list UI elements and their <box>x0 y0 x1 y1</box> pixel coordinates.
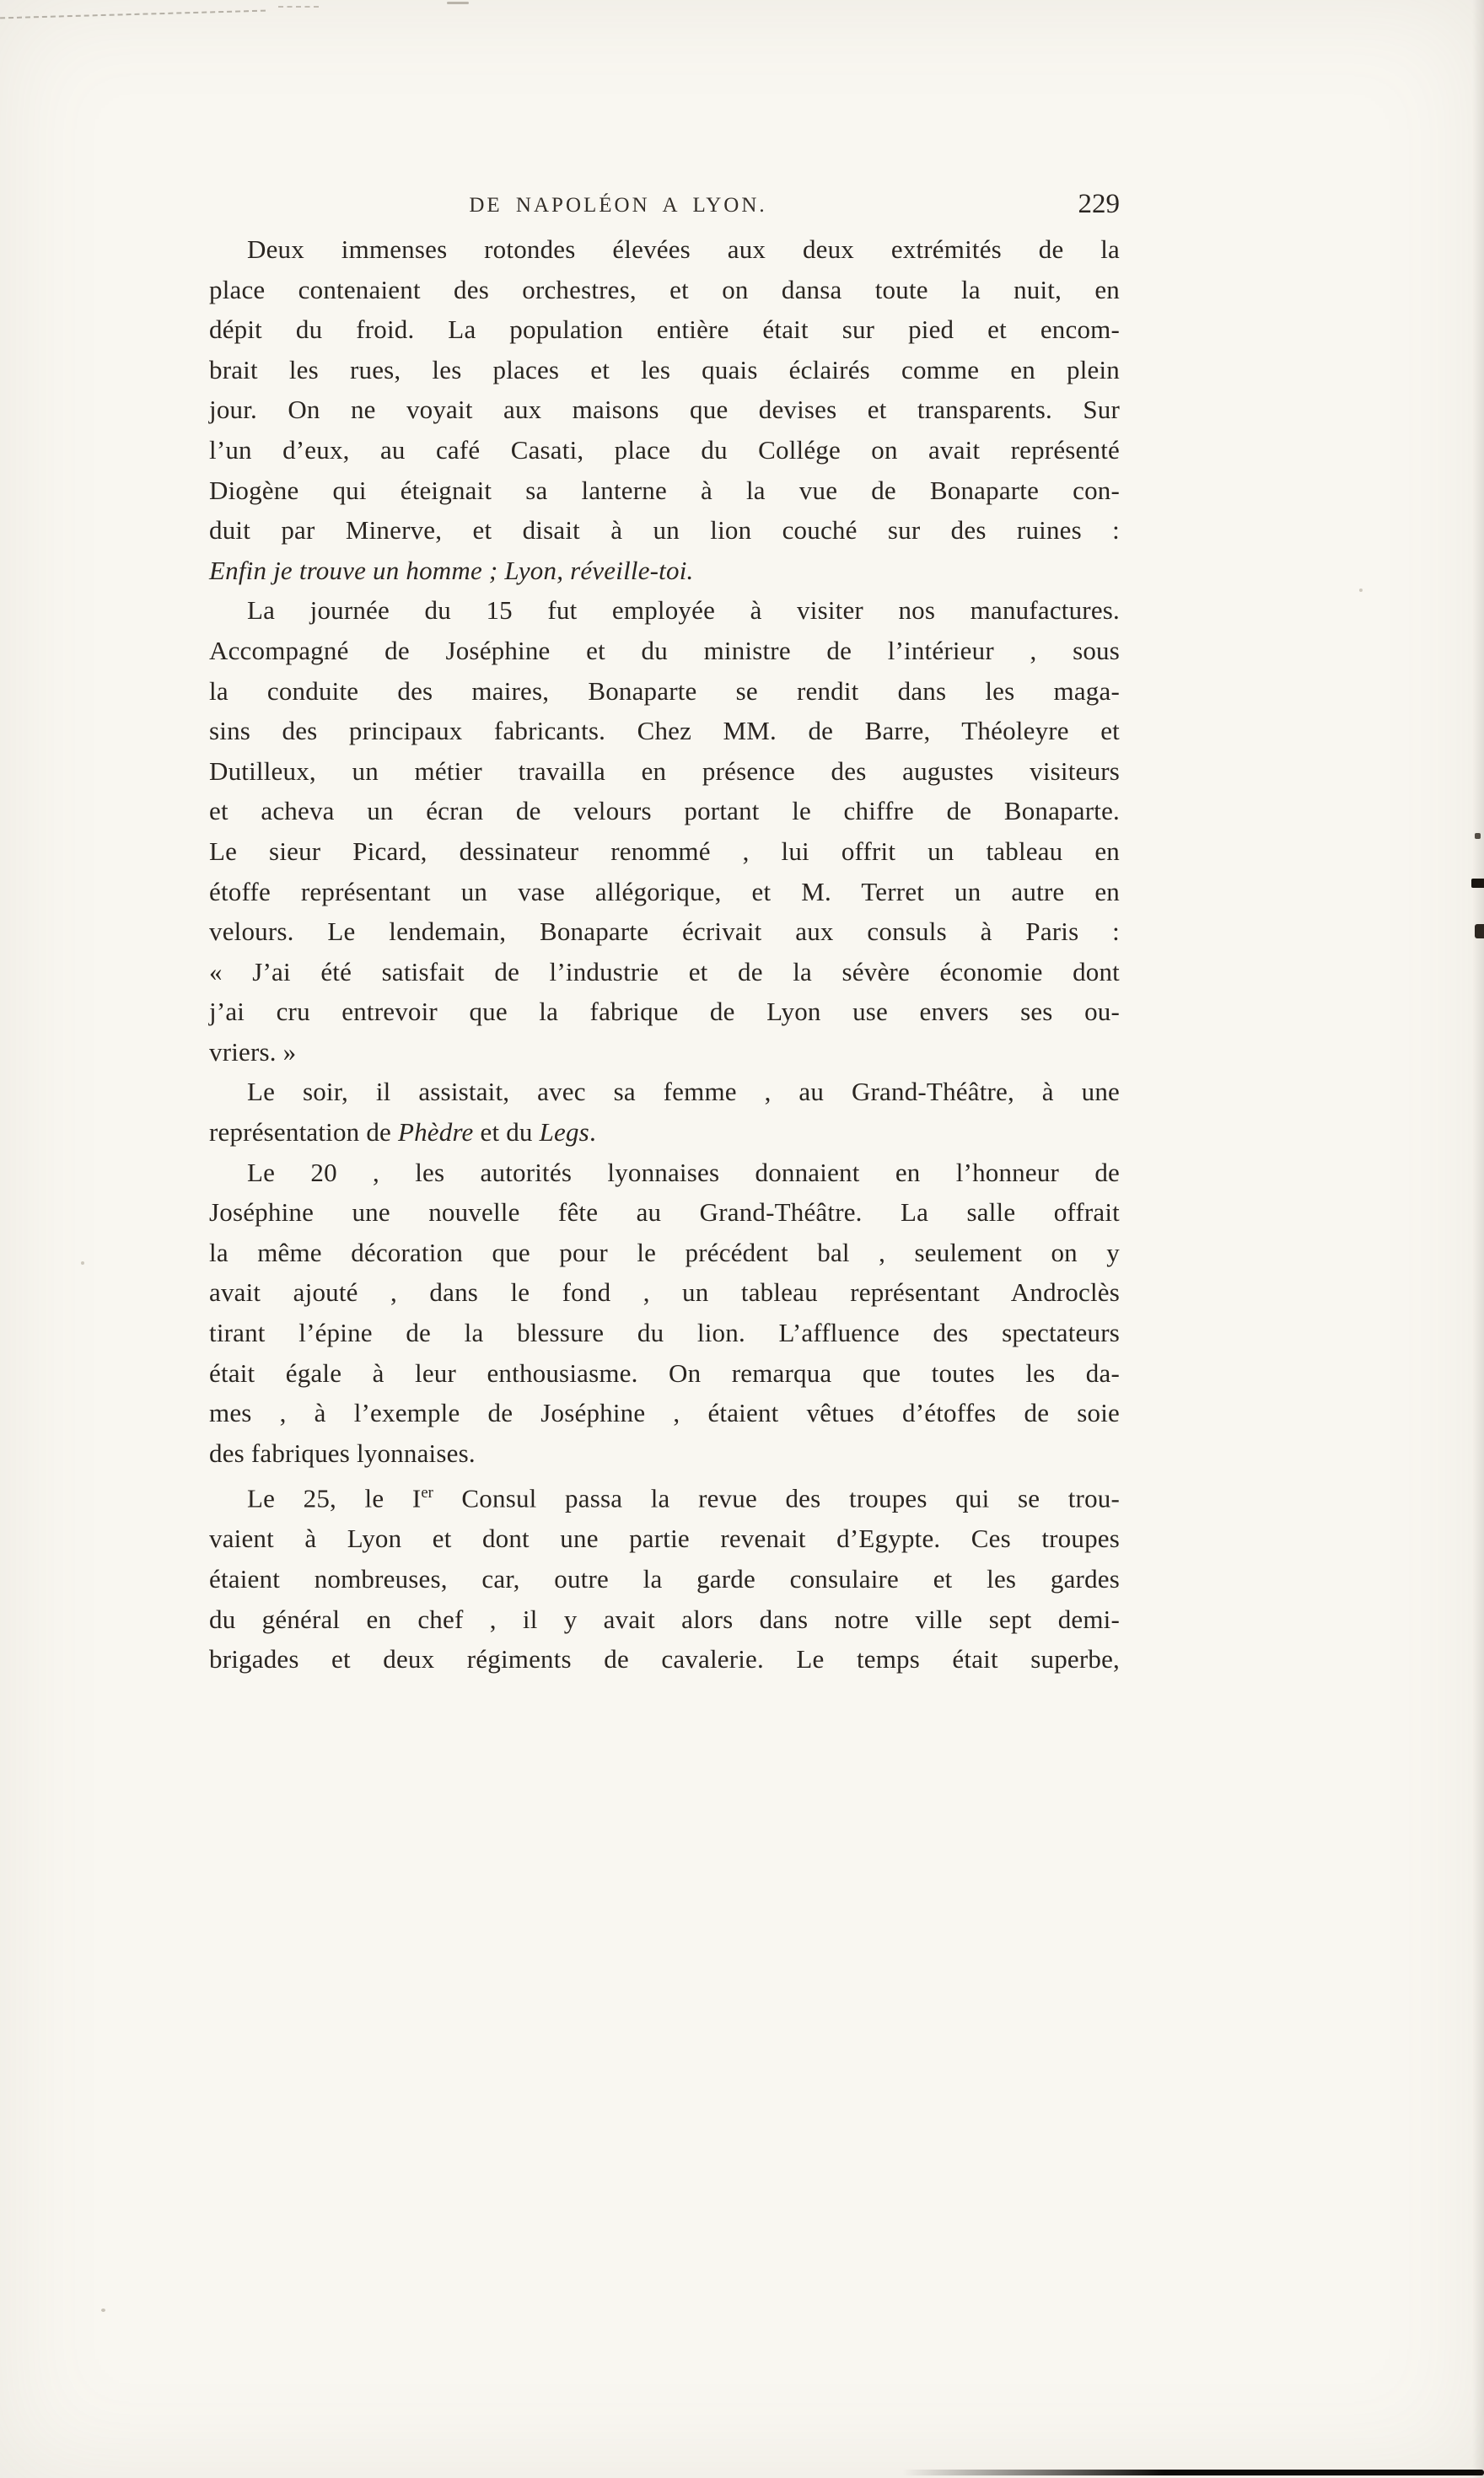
body-line <box>209 1353 1120 1394</box>
body-line <box>209 430 1120 470</box>
text-segment: brigades et deux régiments de cavalerie. Le temps était superbe, <box>209 1644 1120 1674</box>
body-line <box>209 751 1120 792</box>
text-segment: La journée du 15 fut employée à visiter nos manufactures. <box>247 595 1120 626</box>
body-line <box>209 992 1120 1032</box>
body-line <box>209 350 1120 390</box>
body-line <box>209 1072 1120 1112</box>
body-line <box>209 1639 1120 1680</box>
text-segment: Consul passa la revue des troupes qui se trou- <box>433 1483 1120 1513</box>
italic-text: Phèdre <box>397 1117 474 1148</box>
text-segment: la même décoration que pour le précédent bal , seulement on y <box>209 1237 1120 1267</box>
scan-artifact-edge-mark <box>1471 879 1484 888</box>
text-segment: « J’ai été satisfait de l’industrie et de la sévère économie dont <box>209 956 1120 986</box>
body-line <box>209 1599 1120 1640</box>
text-segment: Le 20 , les autorités lyonnaises donnaient en l’honneur de <box>247 1157 1120 1187</box>
text-segment: Deux immenses rotondes élevées aux deux extrémités de la <box>247 234 1120 264</box>
text-segment: l’un d’eux, au café Casati, place du Collége on avait représenté <box>209 434 1120 465</box>
body-line <box>209 671 1120 712</box>
text-segment: avait ajouté , dans le fond , un tableau représentant Androclès <box>209 1277 1120 1308</box>
scan-artifact-speck <box>101 2309 105 2312</box>
body-line <box>209 1313 1120 1353</box>
body-line <box>209 791 1120 831</box>
body-line <box>209 1153 1120 1193</box>
body-line <box>209 1519 1120 1559</box>
text-segment: tirant l’épine de la blessure du lion. L’affluence des spectateurs <box>209 1318 1120 1348</box>
body-line <box>209 711 1120 751</box>
scan-artifact-bottom-line <box>902 2470 1484 2475</box>
text-segment: Le sieur Picard, dessinateur renommé , lui offrit un tableau en <box>209 836 1120 866</box>
italic-text: Enfin je trouve un homme ; Lyon, réveille-toi. <box>209 555 694 585</box>
body-line <box>209 390 1120 430</box>
text-segment: Le 25, le I <box>247 1483 422 1513</box>
text-segment: j’ai cru entrevoir que la fabrique de Lyon use envers ses ou- <box>209 997 1120 1027</box>
text-segment: étoffe représentant un vase allégorique, et M. Terret un autre en <box>209 876 1120 906</box>
text-segment: sins des principaux fabricants. Chez MM. de Barre, Théoleyre et <box>209 716 1120 746</box>
body-line <box>209 1112 1120 1153</box>
body-line <box>209 952 1120 992</box>
text-segment: représentation de <box>209 1117 398 1148</box>
text-segment: place contenaient des orchestres, et on dansa toute la nuit, en <box>209 274 1120 304</box>
text-segment: mes , à l’exemple de Joséphine , étaient vêtues d’étoffes de soie <box>209 1398 1120 1428</box>
scan-artifact-speck <box>1359 589 1363 592</box>
text-segment: velours. Le lendemain, Bonaparte écrivait aux consuls à Paris : <box>209 916 1120 947</box>
italic-text: Legs <box>539 1117 589 1148</box>
body-line <box>209 229 1120 270</box>
text-segment: brait les rues, les places et les quais éclairés comme en plein <box>209 354 1120 384</box>
body-line <box>209 1233 1120 1273</box>
text-segment: jour. On ne voyait aux maisons que devises et transparents. Sur <box>209 395 1120 425</box>
scan-artifact-dashed-line <box>278 6 319 8</box>
body-line <box>209 911 1120 952</box>
superscript-text: er <box>421 1484 433 1502</box>
text-segment: étaient nombreuses, car, outre la garde consulaire et les gardes <box>209 1563 1120 1594</box>
text-segment: vriers. » <box>209 1036 297 1067</box>
text-segment: Joséphine une nouvelle fête au Grand-Théâtre. La salle offrait <box>209 1197 1120 1228</box>
text-segment: Dutilleux, un métier travailla en présence des augustes visiteurs <box>209 755 1120 786</box>
body-line <box>209 1433 1120 1474</box>
text-segment: et acheva un écran de velours portant le chiffre de Bonaparte. <box>209 796 1120 826</box>
page-number: 229 <box>1078 189 1120 219</box>
scan-artifact-dashed-line <box>0 10 266 19</box>
body-line <box>209 510 1120 551</box>
scan-artifact-edge-mark <box>1475 833 1481 839</box>
text-segment: Diogène qui éteignait sa lanterne à la vue de Bonaparte con- <box>209 475 1120 505</box>
body-line <box>209 1192 1120 1233</box>
scan-artifact-edge-mark <box>1475 924 1484 938</box>
text-segment: la conduite des maires, Bonaparte se rendit dans les maga- <box>209 675 1120 706</box>
text-segment: et du <box>473 1117 540 1148</box>
text-segment: des fabriques lyonnaises. <box>209 1438 476 1468</box>
text-segment: vaient à Lyon et dont une partie revenait d’Egypte. Ces troupes <box>209 1524 1120 1554</box>
text-segment: Accompagné de Joséphine et du ministre de l’intérieur , sous <box>209 635 1120 665</box>
body-line <box>209 831 1120 872</box>
text-segment: du général en chef , il y avait alors dans notre ville sept demi- <box>209 1604 1120 1634</box>
body-line <box>209 631 1120 671</box>
body-line <box>209 1559 1120 1599</box>
running-header-title: DE NAPOLÉON A LYON. <box>469 194 767 217</box>
scan-artifact-speck <box>447 2 469 4</box>
body-line <box>209 1393 1120 1433</box>
body-line <box>209 590 1120 631</box>
scan-artifact-speck <box>81 1261 84 1265</box>
text-segment: duit par Minerve, et disait à un lion couché sur des ruines : <box>209 515 1120 546</box>
text-block <box>209 229 1120 1680</box>
body-line <box>209 1473 1120 1519</box>
body-line <box>209 1272 1120 1313</box>
page-edge-shadow <box>1472 0 1484 2478</box>
body-line <box>209 872 1120 912</box>
body-line <box>209 1032 1120 1072</box>
text-segment: dépit du froid. La population entière était sur pied et encom- <box>209 314 1120 345</box>
body-line <box>209 270 1120 310</box>
body-line <box>209 470 1120 511</box>
text-segment: était égale à leur enthousiasme. On remarqua que toutes les da- <box>209 1357 1120 1388</box>
text-segment: Le soir, il assistait, avec sa femme , au Grand-Théâtre, à une <box>247 1077 1120 1107</box>
body-line <box>209 309 1120 350</box>
page-header <box>209 189 1120 231</box>
text-segment: . <box>589 1117 596 1148</box>
body-line <box>209 551 1120 591</box>
